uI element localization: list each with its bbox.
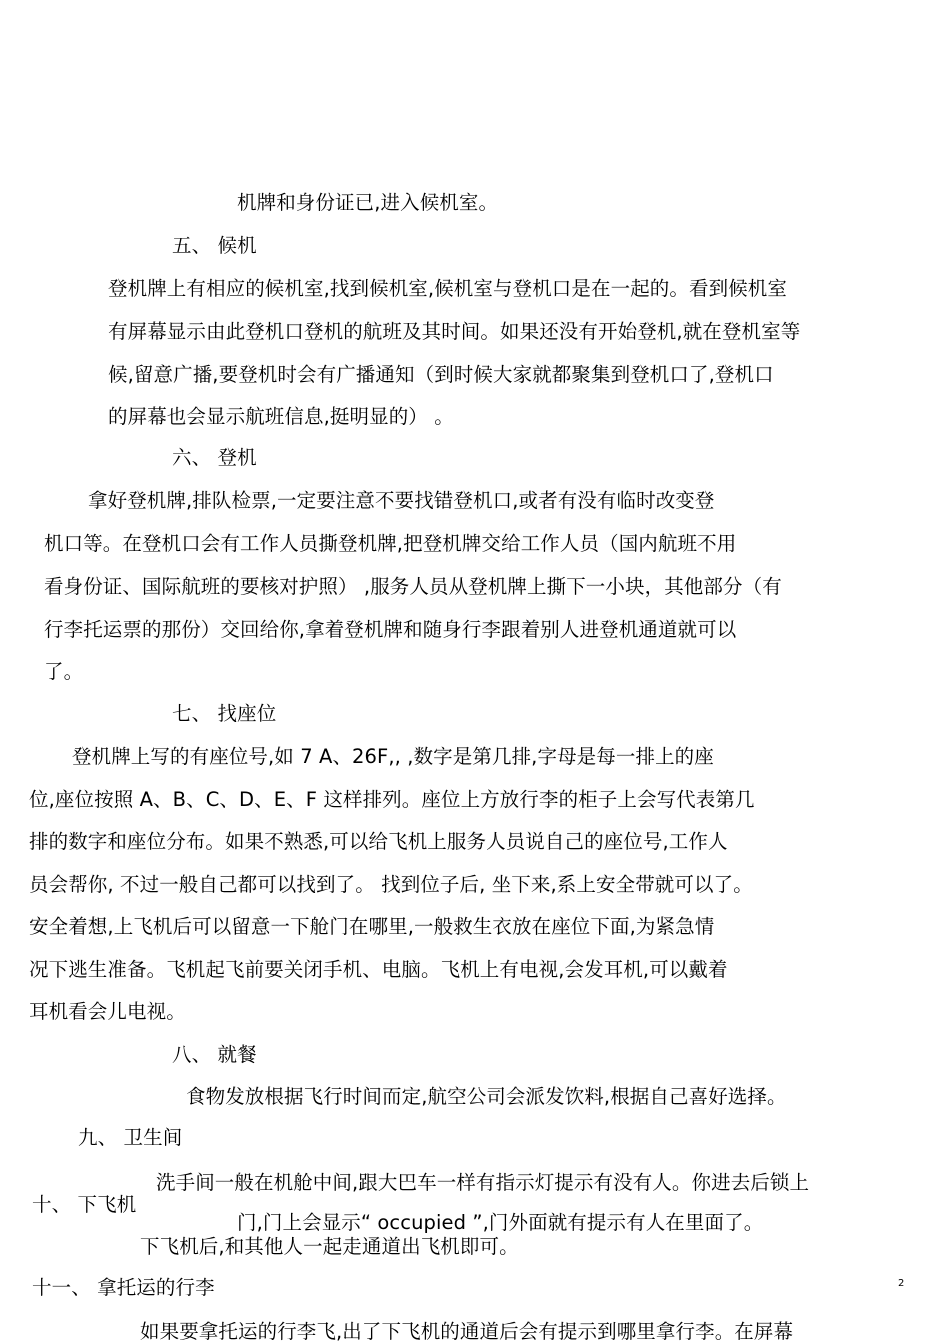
section-heading-7: 七、 找座位 [172, 702, 277, 725]
text-line: 有屏幕显示由此登机口登机的航班及其时间。如果还没有开始登机,就在登机室等 [108, 320, 801, 343]
text-line: 机牌和身份证已,进入候机室。 [237, 191, 499, 214]
text-line: 安全着想,上飞机后可以留意一下舱门在哪里,一般救生衣放在座位下面,为紧急情 [29, 915, 715, 938]
text-line: 登机牌上有相应的候机室,找到候机室,候机室与登机口是在一起的。看到候机室 [108, 277, 787, 300]
section-heading-11: 十一、 拿托运的行李 [32, 1276, 215, 1299]
section-heading-6: 六、 登机 [172, 446, 257, 469]
text-line: 看身份证、国际航班的要核对护照） ,服务人员从登机牌上撕下一小块，其他部分（有 [44, 575, 782, 598]
text-line: 了。 [44, 660, 84, 683]
text-line: 耳机看会儿电视。 [29, 1000, 186, 1023]
section-heading-8: 八、 就餐 [172, 1043, 257, 1066]
text-line: 行李托运票的那份）交回给你,拿着登机牌和随身行李跟着别人进登机通道就可以 [44, 618, 737, 641]
text-line: 门,门上会显示“ occupied ”,门外面就有提示有人在里面了。 [237, 1211, 764, 1234]
text-line: 位,座位按照 A、B、C、D、E、F 这样排列。座位上方放行李的柜子上会写代表第几 [29, 788, 755, 811]
text-line: 登机牌上写的有座位号,如 7 A、26F,, ,数字是第几排,字母是每一排上的座 [72, 745, 714, 768]
text-line: 候,留意广播,要登机时会有广播通知（到时候大家就都聚集到登机口了,登机口 [108, 363, 774, 386]
text-line: 如果要拿托运的行李飞,出了下飞机的通道后会有提示到哪里拿行李。在屏幕 [140, 1320, 794, 1343]
text-line: 拿好登机牌,排队检票,一定要注意不要找错登机口,或者有没有临时改变登 [88, 489, 715, 512]
section-heading-5: 五、 候机 [172, 234, 257, 257]
text-line: 食物发放根据飞行时间而定,航空公司会派发饮料,根据自己喜好选择。 [186, 1085, 787, 1108]
section-heading-9: 九、 卫生间 [78, 1126, 183, 1149]
text-line: 的屏幕也会显示航班信息,挺明显的） 。 [108, 405, 454, 428]
text-line: 机口等。在登机口会有工作人员撕登机牌,把登机牌交给工作人员（国内航班不用 [44, 532, 737, 555]
page-number: 2 [898, 1278, 905, 1289]
section-heading-10: 十、 下飞机 [32, 1193, 137, 1216]
text-line: 排的数字和座位分布。如果不熟悉,可以给飞机上服务人员说自己的座位号,工作人 [29, 830, 728, 853]
text-line: 况下逃生准备。飞机起飞前要关闭手机、电脑。飞机上有电视,会发耳机,可以戴着 [29, 958, 728, 981]
text-line: 洗手间一般在机舱中间,跟大巴车一样有指示灯提示有没有人。你进去后锁上 [156, 1171, 810, 1194]
text-line: 下飞机后,和其他人一起走通道出飞机即可。 [140, 1235, 519, 1258]
text-line: 员会帮你, 不过一般自己都可以找到了。 找到位子后, 坐下来,系上安全带就可以了。 [29, 873, 753, 896]
